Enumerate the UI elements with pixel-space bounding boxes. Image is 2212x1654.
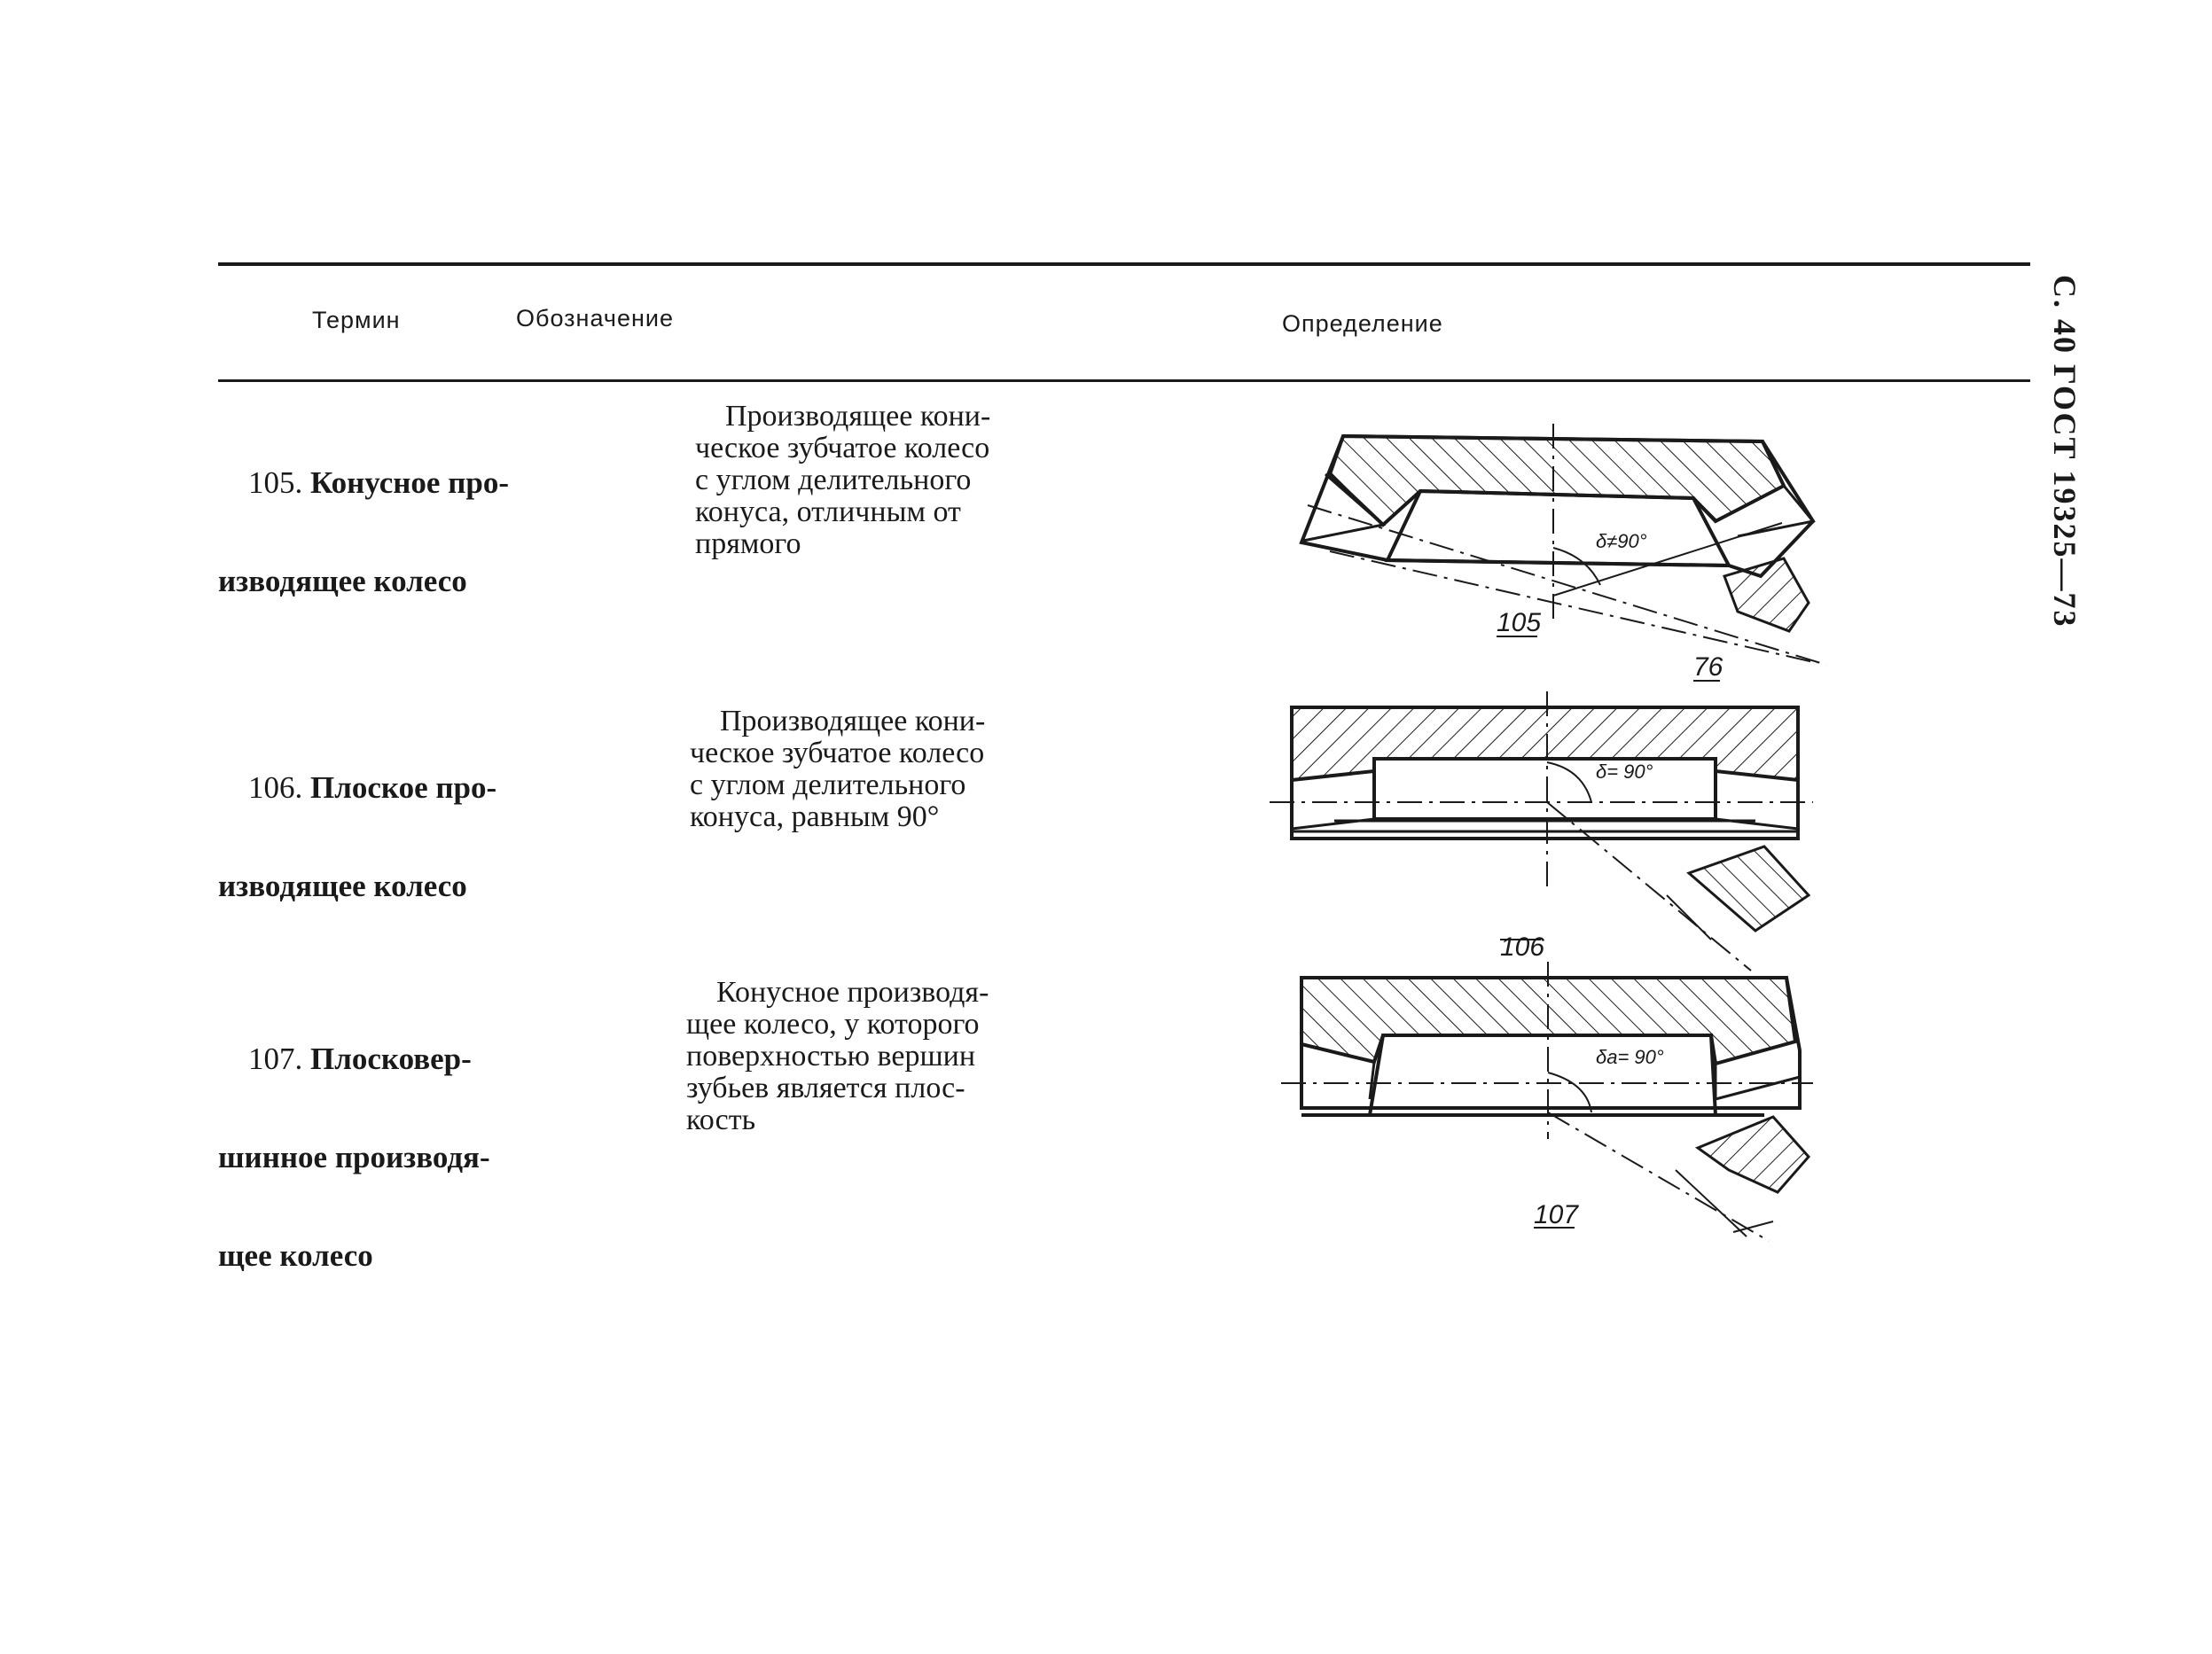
- header-term: Термин: [312, 307, 401, 333]
- definition-line: ческое зубчатое колесо: [695, 432, 990, 464]
- definition-line: кость: [686, 1104, 756, 1136]
- figure-106: [1270, 691, 1813, 971]
- definition-line: ческое зубчатое колесо: [690, 737, 985, 769]
- term-name: Конусное про-: [310, 465, 509, 500]
- definition-line: щее колесо, у которого: [686, 1008, 980, 1041]
- header-definition: Определение: [1282, 310, 1443, 337]
- definition-line: конуса, равным 90°: [690, 800, 940, 833]
- definition-line: Производящее кони-: [720, 705, 986, 737]
- definition-line: с углом делительного: [695, 464, 972, 496]
- definition-line: прямого: [695, 527, 801, 560]
- definition-line: поверхностью вершин: [686, 1040, 976, 1073]
- figure-105: [1301, 424, 1826, 682]
- figure-label: 106: [1500, 932, 1545, 962]
- definition-line: зубьев является плос-: [686, 1072, 965, 1104]
- term-name: щее колесо: [218, 1238, 373, 1273]
- term-name: Плоское про-: [310, 770, 497, 805]
- term-number: 106.: [248, 770, 303, 805]
- header-designation: Обозначение: [516, 305, 674, 332]
- term-name: изводящее колесо: [218, 869, 467, 903]
- figure-107: [1281, 962, 1813, 1241]
- term-name: Плосковер-: [310, 1042, 472, 1076]
- definition-line: конуса, отличным от: [695, 495, 961, 528]
- angle-label: δ≠90°: [1596, 530, 1647, 552]
- figure-label: 107: [1534, 1200, 1579, 1229]
- term-name: шинное производя-: [218, 1140, 490, 1174]
- angle-label: δa= 90°: [1596, 1046, 1664, 1068]
- term-number: 105.: [248, 465, 303, 500]
- running-head: С. 40 ГОСТ 19325—73: [2047, 275, 2083, 628]
- term-name: изводящее колесо: [218, 564, 467, 598]
- definition-line: Производящее кони-: [725, 400, 991, 433]
- figure-label: 105: [1497, 608, 1542, 637]
- term-number: 107.: [248, 1042, 303, 1076]
- definition-line: с углом делительного: [690, 768, 966, 801]
- angle-label: δ= 90°: [1596, 761, 1653, 783]
- definition-line: Конусное производя-: [716, 976, 989, 1009]
- reference-label: 76: [1693, 652, 1723, 682]
